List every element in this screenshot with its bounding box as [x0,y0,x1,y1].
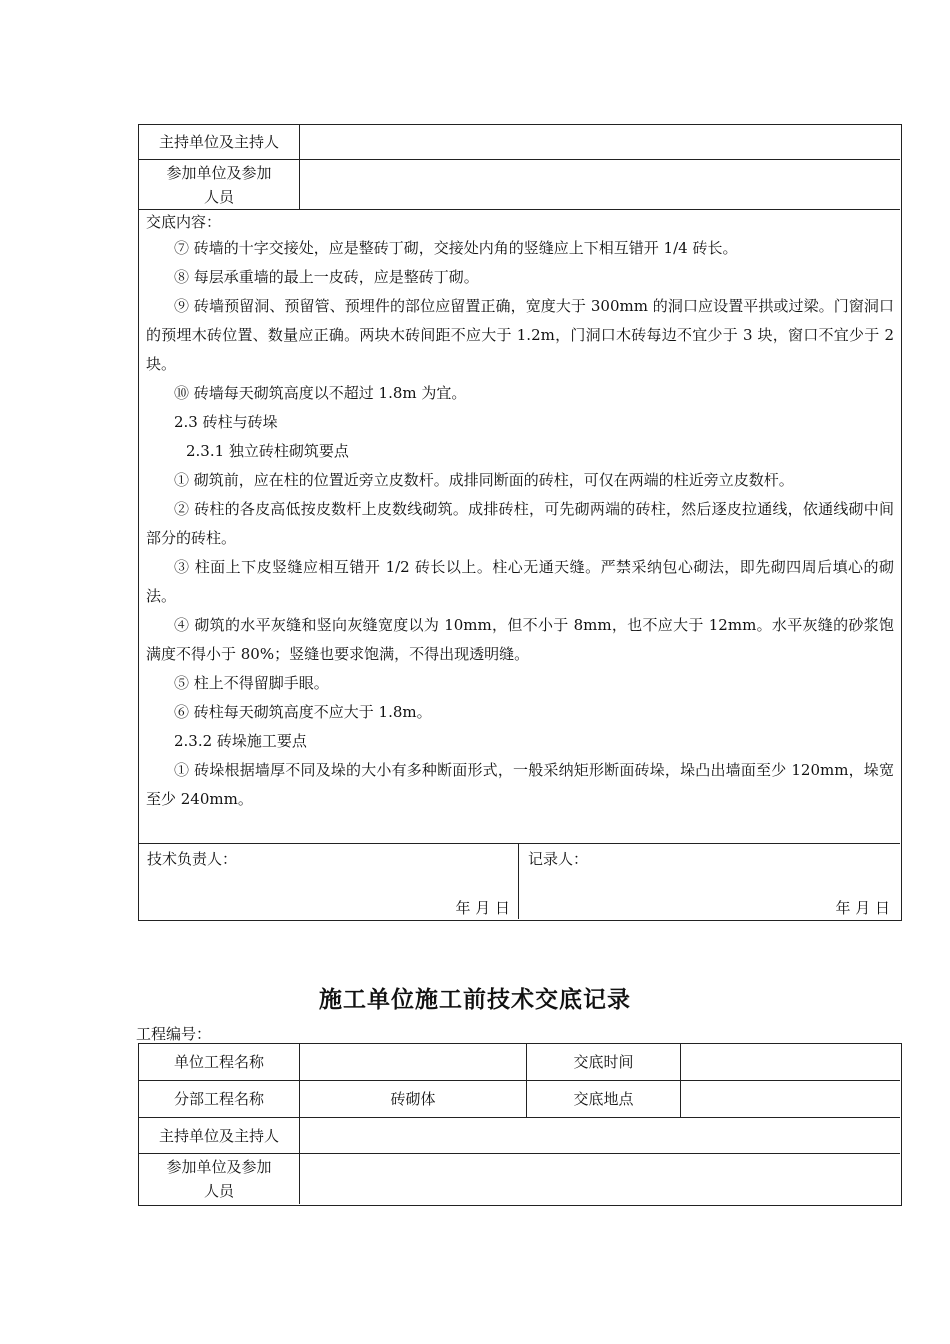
content-heading: 交底内容： [146,213,222,231]
content-paragraph: ⑦ 砖墙的十字交接处，应是整砖丁砌，交接处内角的竖缝应上下相互错开 1/4 砖长。 [174,239,738,257]
time-label: 交底时间 [573,1053,634,1071]
content-paragraph: ⑤ 柱上不得留脚手眼。 [174,674,329,692]
host-value [300,1118,899,1153]
page-title: 施工单位施工前技术交底记录 [319,986,631,1013]
host-value [300,125,899,159]
participants-label [139,160,299,209]
host-label: 主持单位及主持人 [158,1126,279,1145]
host-label: 主持单位及主持人 [158,133,279,151]
tech-lead-date: 年 月 日 [455,899,510,917]
tech-lead-label: 技术负责人： [147,850,238,868]
content-paragraph: ⑩ 砖墙每天砌筑高度以不超过 1.8m 为宜。 [174,384,467,402]
unit-name-label: 单位工程名称 [173,1053,264,1071]
section-heading: 2.3 砖柱与砖垛 [174,413,278,431]
participants-label [139,1154,299,1204]
content-paragraph: ① 砖垛根据墙厚不同及垛的大小有多种断面形式，一般采纳矩形断面砖垛，垛凸出墙面至少 120mm，垛宽至少 240mm。 [146,761,894,808]
content-paragraph: ③ 柱面上下皮竖缝应相互错开 1/2 砖长以上。柱心无通天缝。严禁采纳包心砌法，即先砌四周后填心的砌法。 [146,558,894,605]
participants-label-line2: 人员 [203,187,234,206]
content-paragraph: ② 砖柱的各皮高低按皮数杆上皮数线砌筑。成排砖柱，可先砌两端的砖柱，然后逐皮拉通线，依通线砌中间部分的砖柱。 [146,500,894,547]
participants-label-line1: 参加单位及参加 [166,1158,272,1176]
participants-label-line1: 参加单位及参加 [166,163,272,182]
place-label: 交底地点 [573,1090,634,1108]
content-paragraph: ⑧ 每层承重墙的最上一皮砖，应是整砖丁砌。 [174,268,479,286]
unit-name-value [300,1044,526,1080]
content-paragraph: ⑥ 砖柱每天砌筑高度不应大于 1.8m。 [174,703,432,721]
recorder-label: 记录人： [528,850,589,868]
table-divider [138,843,900,844]
subsection-heading: 2.3.1 独立砖柱砌筑要点 [186,442,349,460]
content-paragraph: ① 砌筑前，应在柱的位置近旁立皮数杆。成排同断面的砖柱，可仅在两端的柱近旁立皮数杆。 [174,471,794,489]
subsection-heading: 2.3.2 砖垛施工要点 [174,732,307,750]
sub-project-label: 分部工程名称 [173,1090,264,1108]
content-paragraph: ④ 砌筑的水平灰缝和竖向灰缝宽度以为 10mm，但不小于 8mm，也不应大于 12mm。水平灰缝的砂浆饱满度不得小于 80%；竖缝也要求饱满，不得出现透明缝。 [146,616,894,663]
place-value [681,1081,899,1117]
participants-label-line2: 人员 [203,1182,234,1200]
table-divider [518,843,519,919]
disclosure-content [146,210,894,814]
project-number-label: 工程编号： [136,1025,212,1043]
participants-value [300,1154,899,1204]
time-value [681,1044,899,1080]
participants-value [300,160,899,209]
sub-project-value: 砖砌体 [390,1090,436,1108]
content-paragraph: ⑨ 砖墙预留洞、预留管、预埋件的部位应留置正确，宽度大于 300mm 的洞口应设置平拱或过梁。门窗洞口的预埋木砖位置、数量应正确。两块木砖间距不应大于 1.2m，门洞口木砖每边不宜少于 3 块，窗口不宜少于 2 块。 [146,297,894,373]
recorder-date: 年 月 日 [835,899,890,917]
